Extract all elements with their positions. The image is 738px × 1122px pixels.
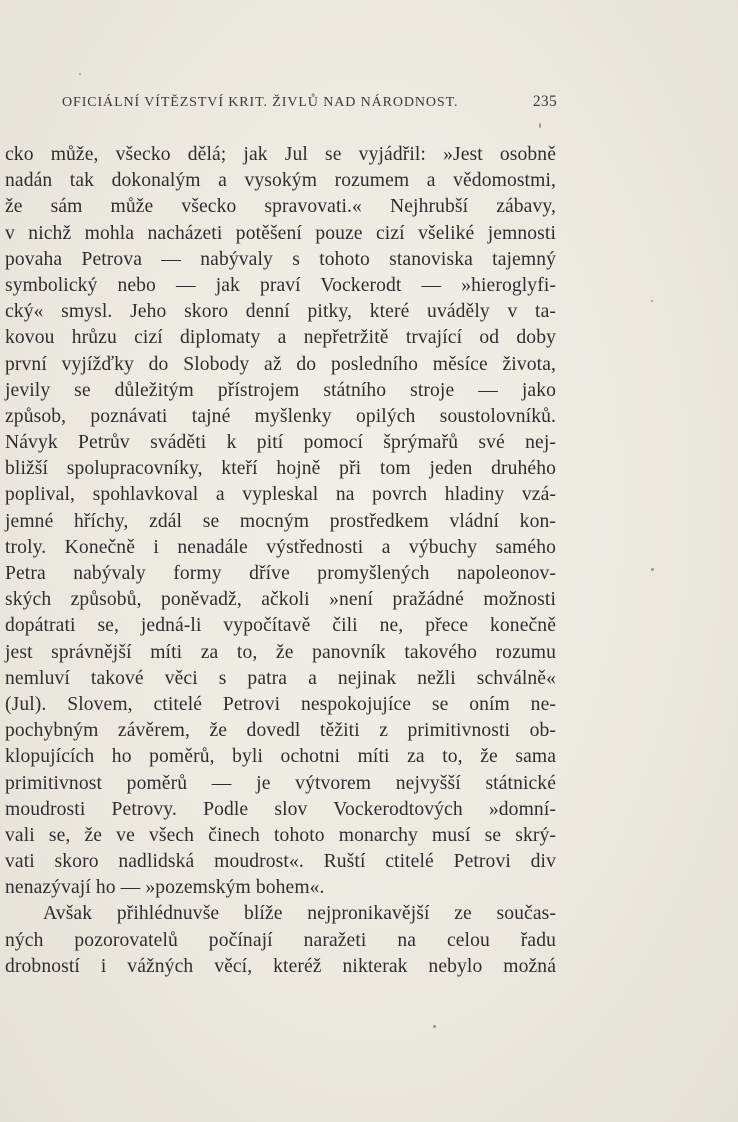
text-line: povaha Petrova — nabývaly s tohoto stanoviska tajemný (5, 248, 556, 270)
paper-speck (539, 123, 541, 128)
text-line: nadán tak dokonalým a vysokým rozumem a vědomostmi, (5, 170, 556, 192)
text-line: jemné hříchy, zdál se mocným prostředkem vládní kon- (5, 510, 556, 532)
text-line: jevily se důležitým přístrojem státního stroje — jako (5, 379, 556, 401)
text-line: způsob, poznávati tajné myšlenky opilých soustolovníků. (5, 405, 556, 427)
text-line: poplival, spohlavkoval a vypleskal na povrch hladiny vzá- (5, 484, 556, 506)
text-line: první vyjížďky do Slobody až do posledního měsíce života, (5, 353, 556, 375)
text-line: ských způsobů, poněvadž, ačkoli »není pražádné možnosti (5, 589, 556, 611)
text-line: bližší spolupracovníky, kteří hojně při tom jeden druhého (5, 458, 556, 480)
text-line: klopujících ho poměrů, byli ochotni míti za to, že sama (5, 746, 556, 768)
page-number: 235 (532, 93, 557, 110)
text-line: drobností i vážných věcí, kteréž nikterak nebylo možná (5, 955, 556, 977)
paper-speck (79, 73, 81, 75)
body-text (5, 142, 556, 980)
text-line: dopátrati se, jedná-li vypočítavě čili ne, přece konečně (5, 615, 556, 637)
text-line: symbolický nebo — jak praví Vockerodt — »hieroglyfi- (5, 274, 556, 296)
running-header (62, 95, 557, 119)
paper-speck (651, 300, 653, 302)
text-line: v nichž mohla nacházeti potěšení pouze cizí všeliké jemnosti (5, 222, 556, 244)
text-line: kovou hrůzu cizí diplomaty a nepřetržitě trvající od doby (5, 327, 556, 349)
paragraph-start-line: Avšak přihlédnuvše blíže nejpronikavější ze součas- (43, 903, 556, 925)
text-line: troly. Konečně i nenadále výstřednosti a výbuchy samého (5, 536, 556, 558)
text-line: vali se, že ve všech činech tohoto monarchy musí se skrý- (5, 824, 556, 846)
text-line: Návyk Petrův sváděti k pití pomocí šprýmařů své nej- (5, 432, 556, 454)
paper-speck (433, 1025, 436, 1028)
text-line: že sám může všecko spravovati.« Nejhrubší zábavy, (5, 196, 556, 218)
text-line: cký« smysl. Jeho skoro denní pitky, které uváděly v ta- (5, 301, 556, 323)
text-line: Petra nabývaly formy dříve promyšlených napoleonov- (5, 563, 556, 584)
text-line: pochybným závěrem, že dovedl těžiti z primitivnosti ob- (5, 720, 556, 742)
header-title: OFICIÁLNÍ VÍTĚZSTVÍ KRIT. ŽIVLŮ NAD NÁRODNOST. (62, 95, 459, 110)
text-line: cko může, všecko dělá; jak Jul se vyjádřil: »Jest osobně (5, 144, 556, 165)
paragraph-end-line: nenazývají ho — »pozemským bohem«. (5, 877, 325, 899)
text-line: primitivnost poměrů — je výtvorem nejvyšší státnické (5, 772, 556, 794)
text-line: ných pozorovatelů počínají naražeti na celou řadu (5, 929, 556, 951)
text-line: jest správnější míti za to, že panovník takového rozumu (5, 641, 556, 663)
text-line: nemluví takové věci s patra a nejinak nežli schválně« (5, 667, 556, 689)
text-line: vati skoro nadlidská moudrost«. Ruští ctitelé Petrovi div (5, 851, 556, 873)
text-line: moudrosti Petrovy. Podle slov Vockerodtových »domní- (5, 798, 556, 820)
paper-speck (651, 568, 654, 571)
text-line: (Jul). Slovem, ctitelé Petrovi nespokojujíce se oním ne- (5, 693, 556, 715)
